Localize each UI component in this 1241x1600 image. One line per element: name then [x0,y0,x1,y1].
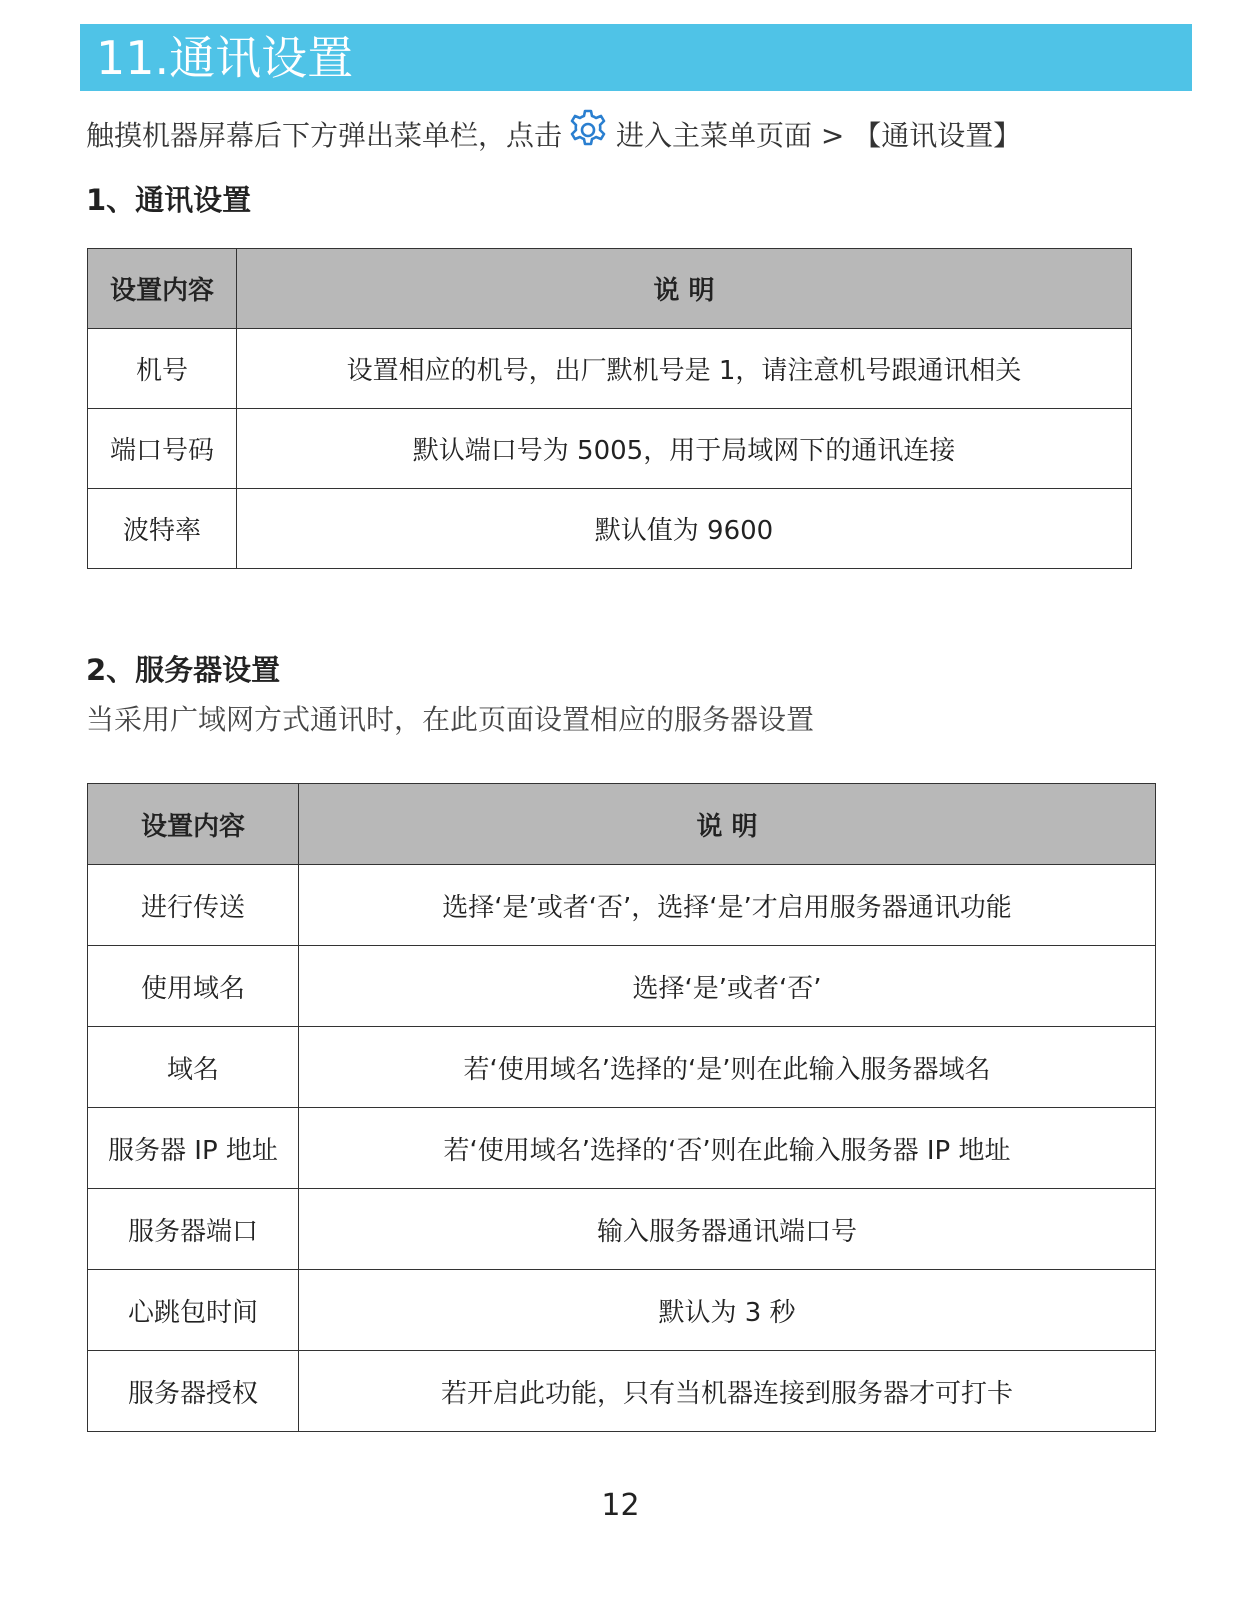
table-row [88,1351,1156,1432]
setting-cell: 机号 [88,329,237,409]
description-cell: 若开启此功能，只有当机器连接到服务器才可打卡 [299,1351,1156,1432]
description-cell: 输入服务器通讯端口号 [299,1189,1156,1270]
table-row [88,946,1156,1027]
description-cell: 若‘使用域名’选择的‘否’则在此输入服务器 IP 地址 [299,1108,1156,1189]
description-cell: 选择‘是’或者‘否’，选择‘是’才启用服务器通讯功能 [299,865,1156,946]
description-cell: 若‘使用域名’选择的‘是’则在此输入服务器域名 [299,1027,1156,1108]
setting-cell: 服务器授权 [88,1351,299,1432]
description-cell: 默认为 3 秒 [299,1270,1156,1351]
intro-text [86,112,1021,160]
description-cell: 默认端口号为 5005，用于局域网下的通讯连接 [237,409,1132,489]
header-setting: 设置内容 [88,784,299,865]
setting-cell: 服务器端口 [88,1189,299,1270]
setting-cell: 域名 [88,1027,299,1108]
section1-heading: 1、通讯设置 [86,183,252,217]
table-row [88,329,1132,409]
table-header-row [88,784,1156,865]
intro-before-icon: 触摸机器屏幕后下方弹出菜单栏，点击 [86,119,563,152]
page-number: 12 [601,1488,640,1523]
description-cell: 设置相应的机号，出厂默机号是 1，请注意机号跟通讯相关 [237,329,1132,409]
table-row [88,409,1132,489]
header-setting: 设置内容 [88,249,237,329]
header-description: 说 明 [299,784,1156,865]
table-header-row [88,249,1132,329]
section2-heading: 2、服务器设置 [86,653,281,687]
server-settings-table [87,783,1156,1432]
table-row [88,1189,1156,1270]
gear-icon [566,108,610,152]
description-cell: 默认值为 9600 [237,489,1132,569]
table-row [88,1027,1156,1108]
setting-cell: 波特率 [88,489,237,569]
description-cell: 选择‘是’或者‘否’ [299,946,1156,1027]
section2-description: 当采用广域网方式通讯时，在此页面设置相应的服务器设置 [86,703,815,736]
setting-cell: 进行传送 [88,865,299,946]
setting-cell: 使用域名 [88,946,299,1027]
table-row [88,489,1132,569]
intro-after-icon: 进入主菜单页面 > 【通讯设置】 [616,119,1022,152]
setting-cell: 服务器 IP 地址 [88,1108,299,1189]
table-row [88,1108,1156,1189]
setting-cell: 端口号码 [88,409,237,489]
table-row [88,1270,1156,1351]
comm-settings-table [87,248,1132,569]
setting-cell: 心跳包时间 [88,1270,299,1351]
section-banner [80,24,1192,91]
table-row [88,865,1156,946]
header-description: 说 明 [237,249,1132,329]
section-title: 11.通讯设置 [96,31,354,85]
